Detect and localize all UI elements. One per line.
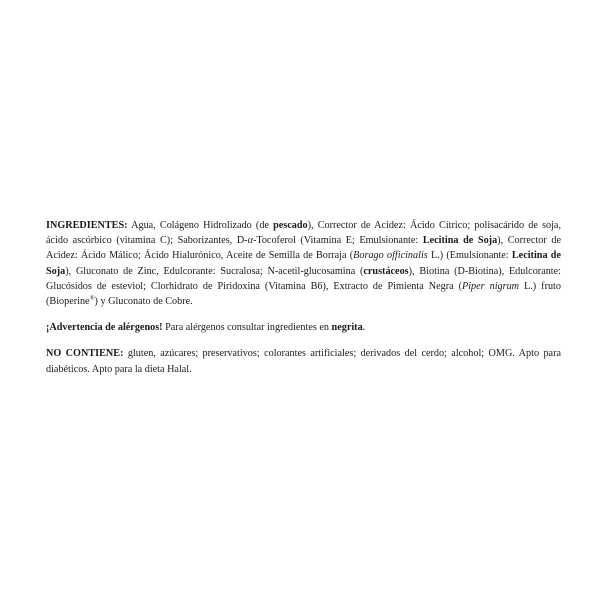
allergen-soy: Lecitina de Soja <box>422 235 498 247</box>
ingredients-text: ), Corrector de Acidez: Ácido Málico; Ácido Hialurónico, Aceite de Semilla de Borraja ( <box>46 235 561 262</box>
pepper-latin-name: Piper nigrum <box>461 280 520 292</box>
ingredients-paragraph <box>46 218 561 309</box>
allergen-fish: pescado <box>273 220 308 231</box>
borage-latin-name: Borago officinalis <box>353 250 428 262</box>
ingredients-text: ), Gluconato de Zinc, Edulcorante: Sucralosa; N-acetil-glucosamina ( <box>65 265 364 277</box>
free-from-text: gluten, azúcares; preservativos; colorantes artificiales; derivados del cerdo; alcohol; OMG. Apto para diabéticos. Apto para la dieta Halal. <box>46 348 561 375</box>
allergen-warning-text: Para alérgenos consultar ingredientes en <box>162 322 332 334</box>
bold-keyword: negrita <box>331 322 363 334</box>
ingredients-text: ), Corrector de Acidez: Ácido Cítrico; polisacárido de soja, ácido ascórbico (vitamina C); Saborizantes, D- <box>46 220 561 247</box>
registered-mark: ® <box>89 294 95 302</box>
ingredient-label <box>46 218 561 377</box>
ingredients-text: L.) (Emulsionante: <box>427 250 512 262</box>
allergen-warning-text: . <box>362 322 366 334</box>
free-from-heading: NO CONTIENE: <box>46 348 124 360</box>
allergen-crustaceans: crustáceos <box>363 265 409 277</box>
ingredients-text: ) y Gluconato de Cobre. <box>94 296 193 308</box>
ingredients-text: Agua, Colágeno Hidrolizado (de <box>127 220 274 231</box>
alpha-symbol: α <box>247 235 253 247</box>
ingredients-heading: INGREDIENTES: <box>46 220 128 231</box>
ingredients-text: ), Biotina (D-Biotina), Edulcorante: Glucósidos de esteviol; Clorhidrato de Piridoxina (Vitamina B6), Extracto de Pimienta Negra ( <box>46 265 561 292</box>
ingredients-text: -Tocoferol (Vitamina E; Emulsionante: <box>252 235 423 247</box>
free-from-paragraph <box>46 346 561 376</box>
allergen-soy: Lecitina de Soja <box>46 250 561 277</box>
allergen-warning-heading: ¡Advertencia de alérgenos! <box>46 322 163 334</box>
ingredients-text: L.) fruto (Bioperine <box>46 280 561 308</box>
allergen-warning-paragraph <box>46 320 561 335</box>
